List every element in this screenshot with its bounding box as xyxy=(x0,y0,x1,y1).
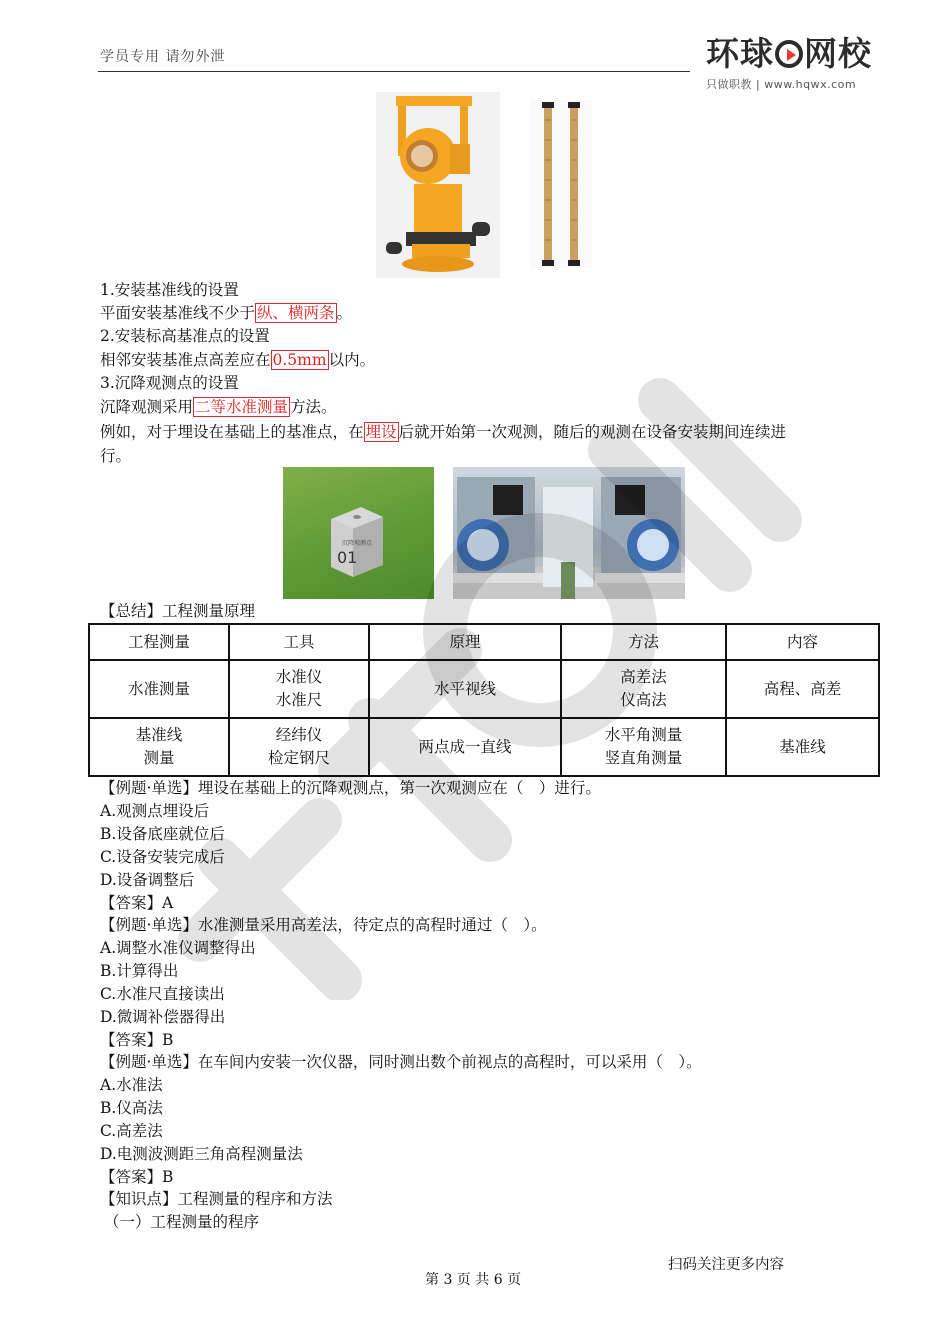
highlight-term: 0.5mm xyxy=(272,351,327,369)
highlight-term: 二等水准测量 xyxy=(195,398,289,416)
question-2-option-b: B.计算得出 xyxy=(100,962,179,980)
marker-label: 01 xyxy=(337,548,358,567)
question-3-stem: 【例题·单选】在车间内安装一次仪器，同时测出数个前视点的高程时，可以采用（ ）。 xyxy=(100,1053,702,1071)
theodolite-image xyxy=(376,92,500,278)
question-1-answer: 【答案】A xyxy=(100,894,174,912)
cell-line: 基准线 xyxy=(779,737,826,756)
cell-line: 经纬仪 xyxy=(275,726,323,744)
leveling-staff-image xyxy=(530,100,592,268)
table-cell xyxy=(726,660,879,718)
cell-line: 检定钢尺 xyxy=(267,749,330,767)
header-left-text: 学员专用 请勿外泄 xyxy=(100,49,226,65)
text-post: 以内。 xyxy=(328,351,376,369)
marker-label-top: 沉降观测点 xyxy=(342,540,373,547)
table-header-cell: 工程测量 xyxy=(89,624,229,660)
text-pre: 例如，对于埋设在基础上的基准点，在 xyxy=(100,423,364,441)
text-post: 后就开始第一次观测，随后的观测在设备安装期间连续进 xyxy=(398,423,787,441)
cell-line: 高程、高差 xyxy=(763,679,842,698)
section-title-baseline: 1.安装基准线的设置 xyxy=(100,281,239,299)
logo-text-a: 环球 xyxy=(706,34,774,73)
qr-caption: 扫码关注更多内容 xyxy=(668,1257,784,1273)
table-header-row xyxy=(89,624,879,660)
staff-drawing xyxy=(530,100,592,268)
question-3-answer: 【答案】B xyxy=(100,1168,174,1186)
table-row xyxy=(89,718,879,776)
highlight-term: 纵、横两条 xyxy=(257,304,335,322)
question-2-stem: 【例题·单选】水准测量采用高差法，待定点的高程时通过（ ）。 xyxy=(100,916,547,934)
cell-line: 水平角测量 xyxy=(604,726,683,744)
question-1-stem: 【例题·单选】埋设在基础上的沉降观测点，第一次观测应在（ ）进行。 xyxy=(100,779,601,797)
question-3-option-c: C.高差法 xyxy=(100,1122,163,1140)
cell-line: 测量 xyxy=(143,749,175,767)
question-1-option-a: A.观测点埋设后 xyxy=(100,802,210,820)
table-header-cell: 原理 xyxy=(369,624,561,660)
summary-table xyxy=(88,623,880,777)
table-header-cell: 工具 xyxy=(229,624,369,660)
text-pre: 沉降观测采用 xyxy=(100,398,194,416)
question-2-option-c: C.水准尺直接读出 xyxy=(100,985,225,1003)
header-divider xyxy=(98,71,690,72)
theodolite-drawing xyxy=(376,92,500,278)
table-cell xyxy=(229,718,369,776)
text-post: 。 xyxy=(336,304,353,322)
section-title-settlement: 3.沉降观测点的设置 xyxy=(100,374,239,392)
cell-line: 水准尺 xyxy=(275,691,323,709)
settlement-example xyxy=(100,421,786,444)
cell-line: 水平视线 xyxy=(433,679,496,698)
question-3-option-a: A.水准法 xyxy=(100,1076,163,1094)
cell-line: 基准线 xyxy=(135,726,183,744)
baseline-rule xyxy=(100,302,352,325)
page-number: 第 3 页 共 6 页 xyxy=(425,1272,522,1288)
brand-logo xyxy=(706,34,876,96)
question-1-option-d: D.设备调整后 xyxy=(100,871,195,889)
cell-line: 仪高法 xyxy=(620,691,667,709)
settlement-example-wrap: 行。 xyxy=(100,447,132,465)
table-header-cell: 内容 xyxy=(726,624,879,660)
text-pre: 平面安装基准线不少于 xyxy=(100,304,256,322)
question-2-answer: 【答案】B xyxy=(100,1031,174,1049)
question-3-option-b: B.仪高法 xyxy=(100,1099,163,1117)
equipment-drawing xyxy=(453,467,685,599)
table-cell xyxy=(561,660,726,718)
benchmark-rule xyxy=(100,349,375,372)
play-icon xyxy=(775,40,803,68)
summary-title: 【总结】工程测量原理 xyxy=(100,602,256,620)
cell-line: 两点成一直线 xyxy=(418,737,512,756)
settlement-rule xyxy=(100,396,337,419)
section-title-benchmark: 2.安装标高基准点的设置 xyxy=(100,327,270,345)
table-cell xyxy=(726,718,879,776)
text-pre: 相邻安装基准点高差应在 xyxy=(100,351,271,369)
equipment-room-image xyxy=(453,467,685,599)
question-2-option-d: D.微调补偿器得出 xyxy=(100,1008,226,1026)
logo-subtitle: 只做职教 | www.hqwx.com xyxy=(706,78,857,91)
knowledge-title: 【知识点】工程测量的程序和方法 xyxy=(100,1190,333,1208)
table-cell xyxy=(369,660,561,718)
settlement-marker-image xyxy=(283,467,434,599)
logo-text-b: 网校 xyxy=(804,34,872,73)
cell-line: 水准仪 xyxy=(275,668,323,686)
question-1-option-c: C.设备安装完成后 xyxy=(100,848,225,866)
table-cell xyxy=(561,718,726,776)
marker-drawing xyxy=(283,467,434,599)
cell-line: 高差法 xyxy=(620,668,667,686)
question-1-option-b: B.设备底座就位后 xyxy=(100,825,225,843)
table-cell xyxy=(89,718,229,776)
table-row xyxy=(89,660,879,718)
question-3-option-d: D.电测波测距三角高程测量法 xyxy=(100,1145,303,1163)
question-2-option-a: A.调整水准仪调整得出 xyxy=(100,939,256,957)
table-header-cell: 方法 xyxy=(561,624,726,660)
cell-line: 水准测量 xyxy=(127,679,190,698)
knowledge-subtitle: （一）工程测量的程序 xyxy=(104,1213,260,1231)
table-cell xyxy=(89,660,229,718)
text-post: 方法。 xyxy=(290,398,337,416)
table-cell xyxy=(229,660,369,718)
highlight-term: 埋设 xyxy=(365,423,397,441)
cell-line: 竖直角测量 xyxy=(604,749,683,767)
table-cell xyxy=(369,718,561,776)
